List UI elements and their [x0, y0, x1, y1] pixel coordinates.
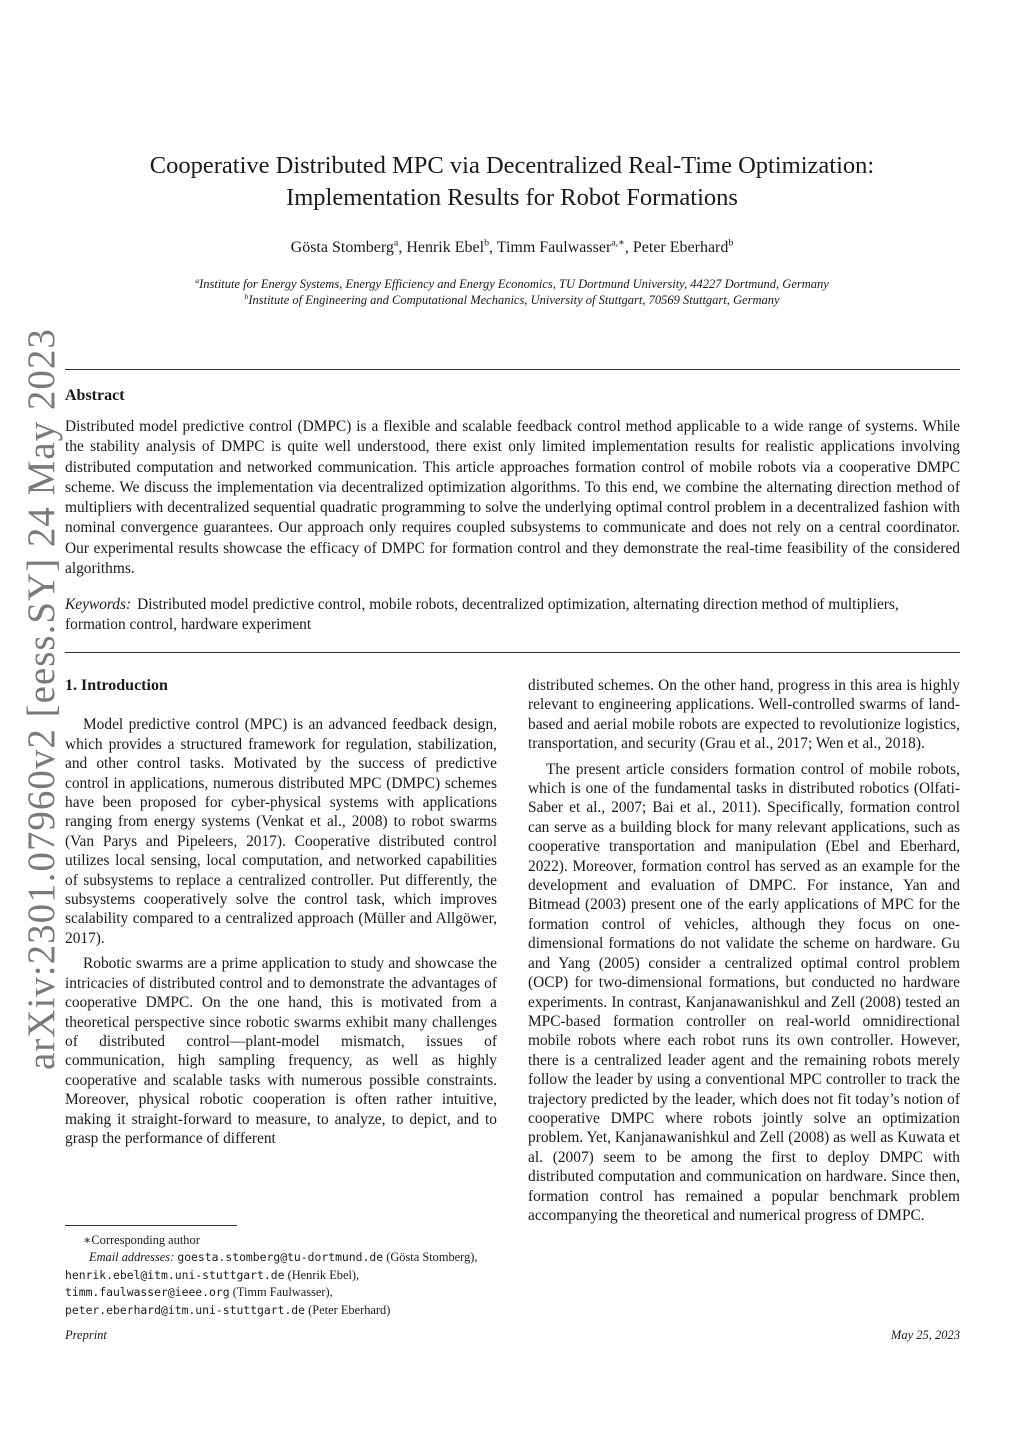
- divider-top: [65, 369, 960, 370]
- footer-preprint: Preprint: [65, 1328, 107, 1342]
- footnote: [65, 1232, 497, 1319]
- keywords-text: Distributed model predictive control, mobile robots, decentralized optimization, alternating direction method of multipliers, formation control, hardware experiment: [65, 596, 899, 634]
- author: Timm Faulwasser$^{a,∗}$,: [496, 237, 633, 256]
- email-addresses: Email addresses: goesta.stomberg@tu-dortmund.de (Gösta Stomberg), henrik.ebel@itm.uni-stuttgart.de (Henrik Ebel), timm.faulwasser@ieee.org (Timm Faulwasser), peter.eberhard@itm.uni-stuttgart.de (Peter Eberhard): [65, 1250, 478, 1317]
- paper-title: [60, 150, 964, 214]
- email-link[interactable]: peter.eberhard@itm.uni-stuttgart.de: [65, 1302, 306, 1317]
- arxiv-identifier: arXiv:2301.07960v2 [eess.SY] 24 May 2023: [20, 328, 63, 1070]
- column-right: [528, 676, 960, 1231]
- abstract-heading: Abstract: [65, 387, 125, 404]
- corresponding-author: ∗Corresponding author: [83, 1233, 200, 1247]
- email-label: Email addresses:: [89, 1250, 175, 1265]
- email-link[interactable]: goesta.stomberg@tu-dortmund.de: [177, 1250, 384, 1265]
- divider-bottom: [65, 652, 960, 653]
- footnote-rule: [65, 1225, 237, 1226]
- author-list: [60, 239, 964, 257]
- abstract-text: Distributed model predictive control (DMPC) is a flexible and scalable feedback control method applicable to a wide range of systems. While the stability analysis of DMPC is quite well understood, there exist only limited implementation results for realistic applications involving distributed computation and networked communication. This article approaches formation control of mobile robots via a cooperative DMPC scheme. We discuss the implementation via decentralized optimization algorithms. To this end, we combine the alternating direction method of multipliers with decentralized sequential quadratic programming to solve the underlying optimal control problem in a decentralized fashion with nominal convergence guarantees. Our approach only requires coupled subsystems to communicate and does not rely on a central coordinator. Our experimental results showcase the efficacy of DMPC for formation control and they demonstrate the real-time feasibility of the considered algorithms.: [65, 418, 960, 578]
- author: Henrik Ebel$^b$,: [406, 237, 497, 256]
- paragraph: Model predictive control (MPC) is an advanced feedback design, which provides a structured framework for regulation, stabilization, and other control tasks. Motivated by the success of predictive control in applications, numerous distributed MPC (DMPC) schemes have been proposed for cyber-physical systems with applications ranging from energy systems (Venkat et al., 2008) to robot swarms (Van Parys and Pipeleers, 2017). Cooperative distributed control utilizes local sensing, local computation, and networked capabilities of subsystems to replace a centralized controller. Put differently, the subsystems cooperatively solve the control task, which improves scalability compared to a centralized approach (Müller and Allgöwer, 2017).: [65, 716, 497, 947]
- author: Peter Eberhard$^b$: [632, 237, 734, 256]
- footer-date: May 25, 2023: [890, 1328, 960, 1342]
- paragraph: distributed schemes. On the other hand, progress in this area is highly relevant to engineering applications. Well-controlled swarms of land-based and aerial mobile robots are expected to revolutionize logistics, transportation, and security (Grau et al., 2017; Wen et al., 2018).: [528, 677, 960, 753]
- keywords-label: Keywords:: [65, 596, 132, 613]
- section-heading: 1. Introduction: [65, 677, 168, 694]
- title-line-1: Cooperative Distributed MPC via Decentralized Real-Time Optimization:: [149, 152, 875, 179]
- title-line-2: Implementation Results for Robot Formations: [286, 184, 738, 211]
- column-left: [65, 676, 497, 1154]
- paragraph: Robotic swarms are a prime application to study and showcase the intricacies of distributed control and to demonstrate the advantages of cooperative DMPC. On the one hand, this is motivated from a theoretical perspective since robotic swarms exhibit many challenges of distributed control—plant-model mismatch, issues of communication, high sampling frequency, as well as highly cooperative and scalable tasks with numerous possible constraints. Moreover, physical robotic cooperation is often rather intuitive, making it straight-forward to measure, to analyze, to depict, and to grasp the performance of different: [65, 955, 497, 1147]
- affiliation: $^a$Institute for Energy Systems, Energy Efficiency and Energy Economics, TU Dortmund University, 44227 Dortmund, Germany: [195, 275, 829, 291]
- email-link[interactable]: henrik.ebel@itm.uni-stuttgart.de: [65, 1267, 285, 1282]
- author: Gösta Stomberg$^a$,: [290, 237, 407, 256]
- affiliation: $^b$Institute of Engineering and Computational Mechanics, University of Stuttgart, 70569 Stuttgart, Germany: [244, 291, 780, 307]
- email-link[interactable]: timm.faulwasser@ieee.org: [65, 1285, 230, 1300]
- keywords: [65, 595, 960, 636]
- affiliations: [60, 276, 964, 308]
- paragraph: The present article considers formation control of mobile robots, which is one of the fundamental tasks in distributed robotics (Olfati-Saber et al., 2007; Bai et al., 2011). Specifically, formation control can serve as a building block for many relevant applications, such as cooperative transportation and manipulation (Ebel and Eberhard, 2022). Moreover, formation control has served as an example for the development and evaluation of DMPC. For instance, Yan and Bitmead (2003) present one of the early applications of MPC for the formation control of vehicles, although they focus on one-dimensional formations do not validate the scheme on hardware. Gu and Yang (2005) consider a centralized optimal control problem (OCP) for two-dimensional formations, but conducted no hardware experiments. In contrast, Kanjanawanishkul and Zell (2008) tested an MPC-based formation controller on real-world omnidirectional mobile robots where each robot runs its own controller. However, there is a centralized leader agent and the remaining robots merely follow the leader by using a conventional MPC controller to track the trajectory predicted by the leader, which does not fit today’s notion of cooperative DMPC where robots jointly solve an optimization problem. Yet, Kanjanawanishkul and Zell (2008) as well as Kuwata et al. (2007) seem to be among the first to deploy DMPC with distributed computation and communication on hardware. Since then, formation control has remained a popular benchmark problem accompanying the theoretical and numerical progress of DMPC.: [528, 760, 960, 1224]
